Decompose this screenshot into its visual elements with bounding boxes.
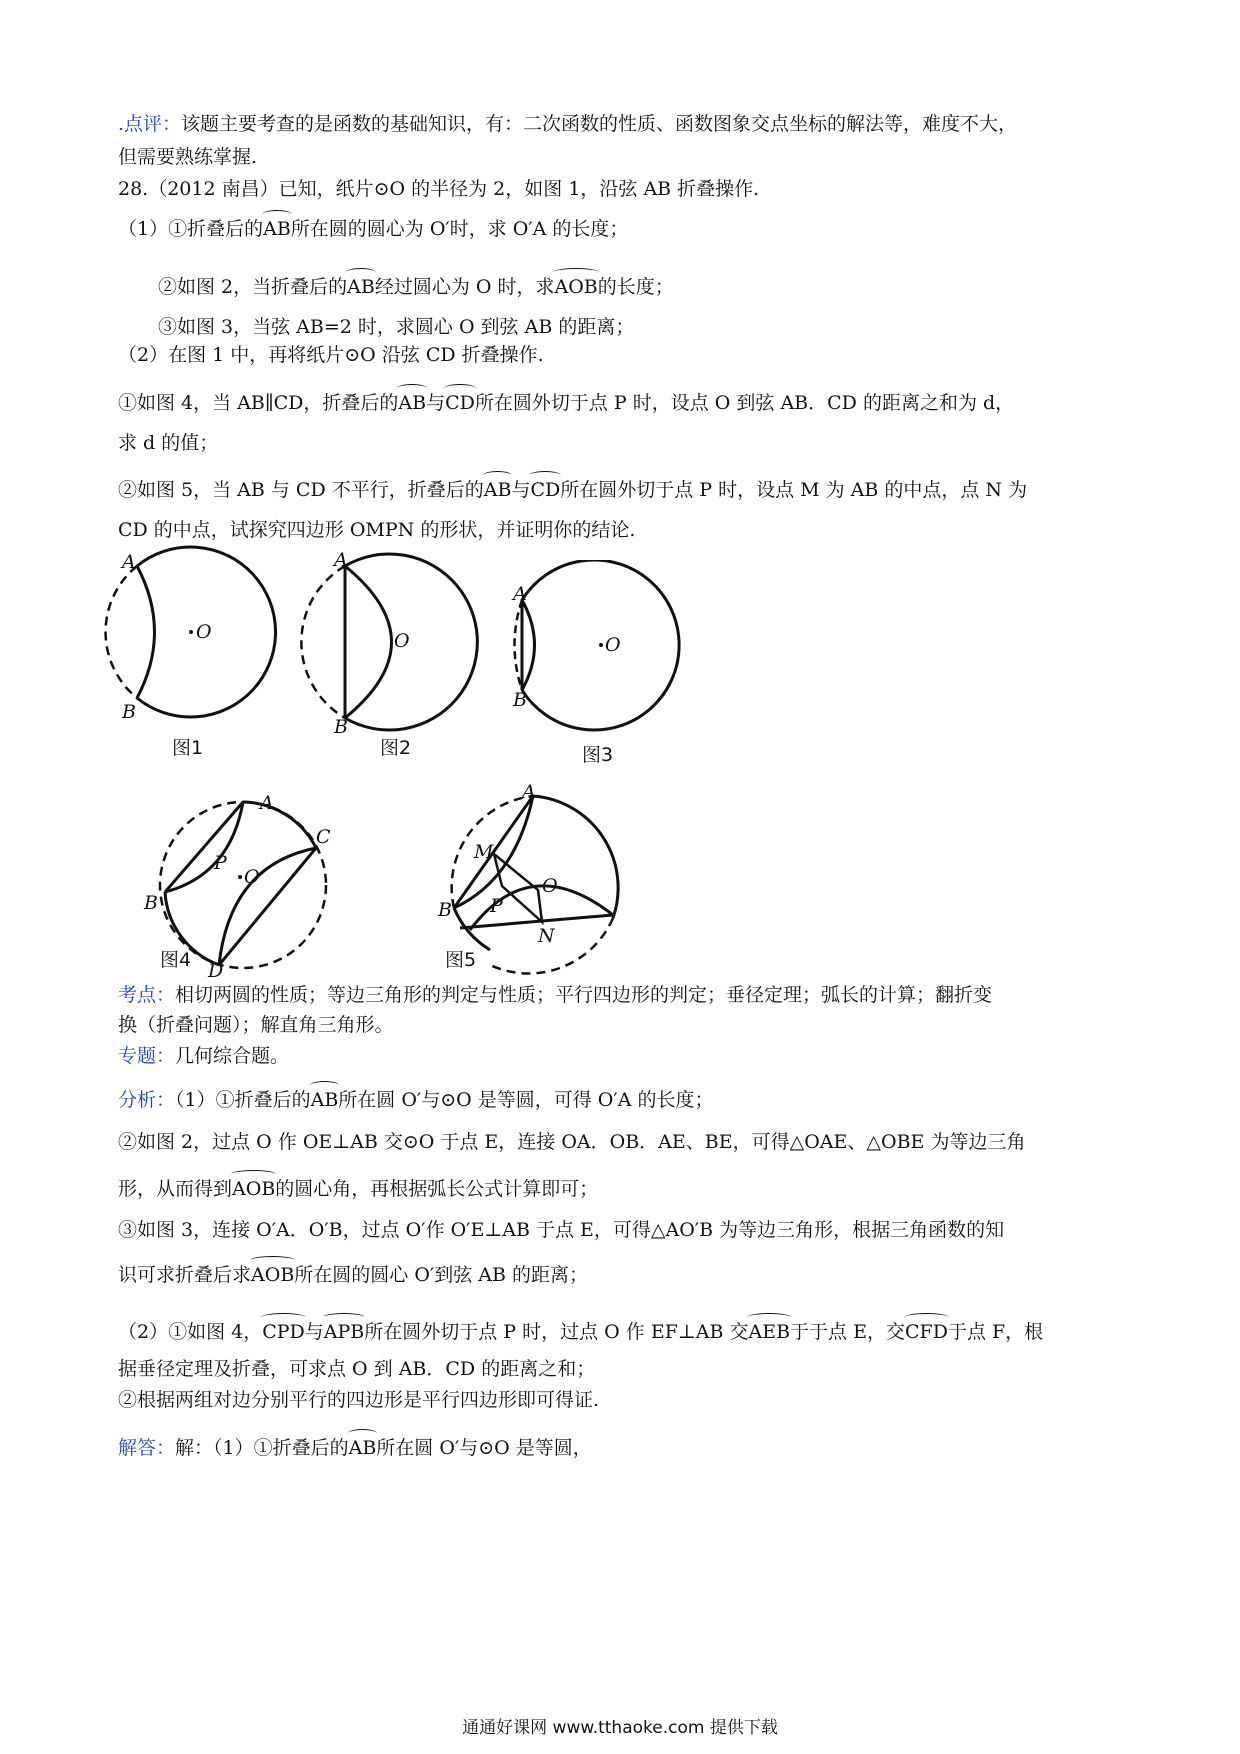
fig3-label-A: A <box>513 583 527 605</box>
fig1-dashed-arc <box>106 566 137 698</box>
problem-part-2-2b: CD 的中点，试探究四边形 OMPN 的形状，并证明你的结论. <box>118 519 636 541</box>
kaodian-line-2: 换（折叠问题）；解直角三角形。 <box>118 1014 394 1036</box>
problem-intro: 28.（2012 南昌）已知，纸片⊙O 的半径为 2，如图 1，沿弦 AB 折叠操作. <box>118 178 760 200</box>
review-label: .点评： <box>118 113 182 135</box>
analysis-line-3: 形，从而得到AOB的圆心角，再根据弧长公式计算即可； <box>118 1178 599 1200</box>
fig2-caption: 图2 <box>380 737 412 759</box>
fig4-label-P: P <box>214 852 227 874</box>
fig1-label-B: B <box>122 701 136 723</box>
fig1-label-A: A <box>122 551 136 573</box>
analysis-line-2: ②如图 2，过点 O 作 OE⊥AB 交⊙O 于点 E，连接 OA．OB．AE、BE，可得△OAE、△OBE 为等边三角 <box>118 1131 1026 1153</box>
fig2-label-A: A <box>334 549 348 571</box>
problem-part-2-1b: 求 d 的值； <box>118 432 219 454</box>
analysis-line-1: 分析：（1）①折叠后的AB所在圆 O′与⊙O 是等圆，可得 O′A 的长度； <box>118 1089 714 1111</box>
figure-3 <box>505 560 705 750</box>
fig1-label-O: O <box>196 621 212 643</box>
fig5-chord-AB <box>454 796 533 908</box>
fig2-label-O: O <box>394 630 410 652</box>
problem-part-2: （2）在图 1 中，再将纸片⊙O 沿弦 CD 折叠操作. <box>118 344 544 366</box>
fig5-label-O: O <box>542 875 558 897</box>
analysis-line-8: ②根据两组对边分别平行的四边形是平行四边形即可得证. <box>118 1389 600 1411</box>
fig4-label-A: A <box>260 792 274 814</box>
fig4-label-B: B <box>144 892 158 914</box>
problem-part-2-2: ②如图 5，当 AB 与 CD 不平行，折叠后的AB与CD所在圆外切于点 P 时，设点 M 为 AB 的中点，点 N 为 <box>118 479 1028 501</box>
fig4-label-D: D <box>208 960 224 980</box>
fig4-label-C: C <box>316 826 331 848</box>
zhuanti: 专题：几何综合题。 <box>118 1045 290 1067</box>
fig3-caption: 图3 <box>582 744 614 766</box>
kaodian-line-1: 考点：相切两圆的性质；等边三角形的判定与性质；平行四边形的判定；垂径定理；弧长的计算；翻折变 <box>118 984 993 1006</box>
analysis-line-7: 据垂径定理及折叠，可求点 O 到 AB．CD 的距离之和； <box>118 1358 596 1380</box>
fig2-dashed-arc <box>301 566 345 718</box>
fig2-label-B: B <box>334 716 348 738</box>
problem-part-1-2: ②如图 2，当折叠后的AB经过圆心为 O 时，求AOB的长度； <box>158 276 674 298</box>
fig5-label-A: A <box>522 781 536 803</box>
page-footer: 通通好课网 www.tthaoke.com 提供下载 <box>462 1718 778 1738</box>
fig3-label-B: B <box>513 689 527 711</box>
analysis-line-5: 识可求折叠后求AOB所在圆的圆心 O′到弦 AB 的距离； <box>118 1264 588 1286</box>
problem-part-1-3: ③如图 3，当弦 AB=2 时，求圆心 O 到弦 AB 的距离； <box>158 316 635 338</box>
fig4-label-O: O <box>244 866 260 888</box>
fig5-caption: 图5 <box>445 949 477 971</box>
fig4-chord-AB <box>165 802 243 892</box>
fig3-folded-arc <box>522 600 535 690</box>
fig5-label-P: P <box>490 895 503 917</box>
problem-part-1-1: （1）①折叠后的AB所在圆的圆心为 O′时，求 O′A 的长度； <box>118 218 629 240</box>
fig3-label-O: O <box>605 634 621 656</box>
fig2-folded-arc <box>345 566 392 718</box>
analysis-line-4: ③如图 3，连接 O′A．O′B，过点 O′作 O′E⊥AB 于点 E，可得△AO′B 为等边三角形，根据三角函数的知 <box>118 1219 1005 1241</box>
fig1-folded-arc <box>137 566 155 698</box>
problem-part-2-1: ①如图 4，当 AB∥CD，折叠后的AB与CD所在圆外切于点 P 时，设点 O 到弦 AB．CD 的距离之和为 d， <box>118 392 1015 414</box>
fig5-label-M: M <box>474 841 494 863</box>
review-line-1: .点评：该题主要考查的是函数的基础知识，有：二次函数的性质、函数图象交点坐标的解法等，难度不大， <box>118 113 1018 135</box>
fig1-caption: 图1 <box>172 737 204 759</box>
review-line-2: 但需要熟练掌握. <box>118 146 258 168</box>
fig5-label-N: N <box>538 925 555 947</box>
figure-1 <box>100 540 290 740</box>
fig5-label-B: B <box>438 899 452 921</box>
analysis-line-6: （2）①如图 4，CPD与APB所在圆外切于点 P 时，过点 O 作 EF⊥AB 交AEB于于点 E，交CFD于点 F，根 <box>118 1321 1044 1343</box>
solution-line-1: 解答：解：（1）①折叠后的AB所在圆 O′与⊙O 是等圆， <box>118 1437 592 1459</box>
figure-2 <box>298 540 488 740</box>
fig4-caption: 图4 <box>160 949 192 971</box>
fig2-solid-arc <box>345 554 477 730</box>
fig5-solid-arc <box>533 796 618 918</box>
